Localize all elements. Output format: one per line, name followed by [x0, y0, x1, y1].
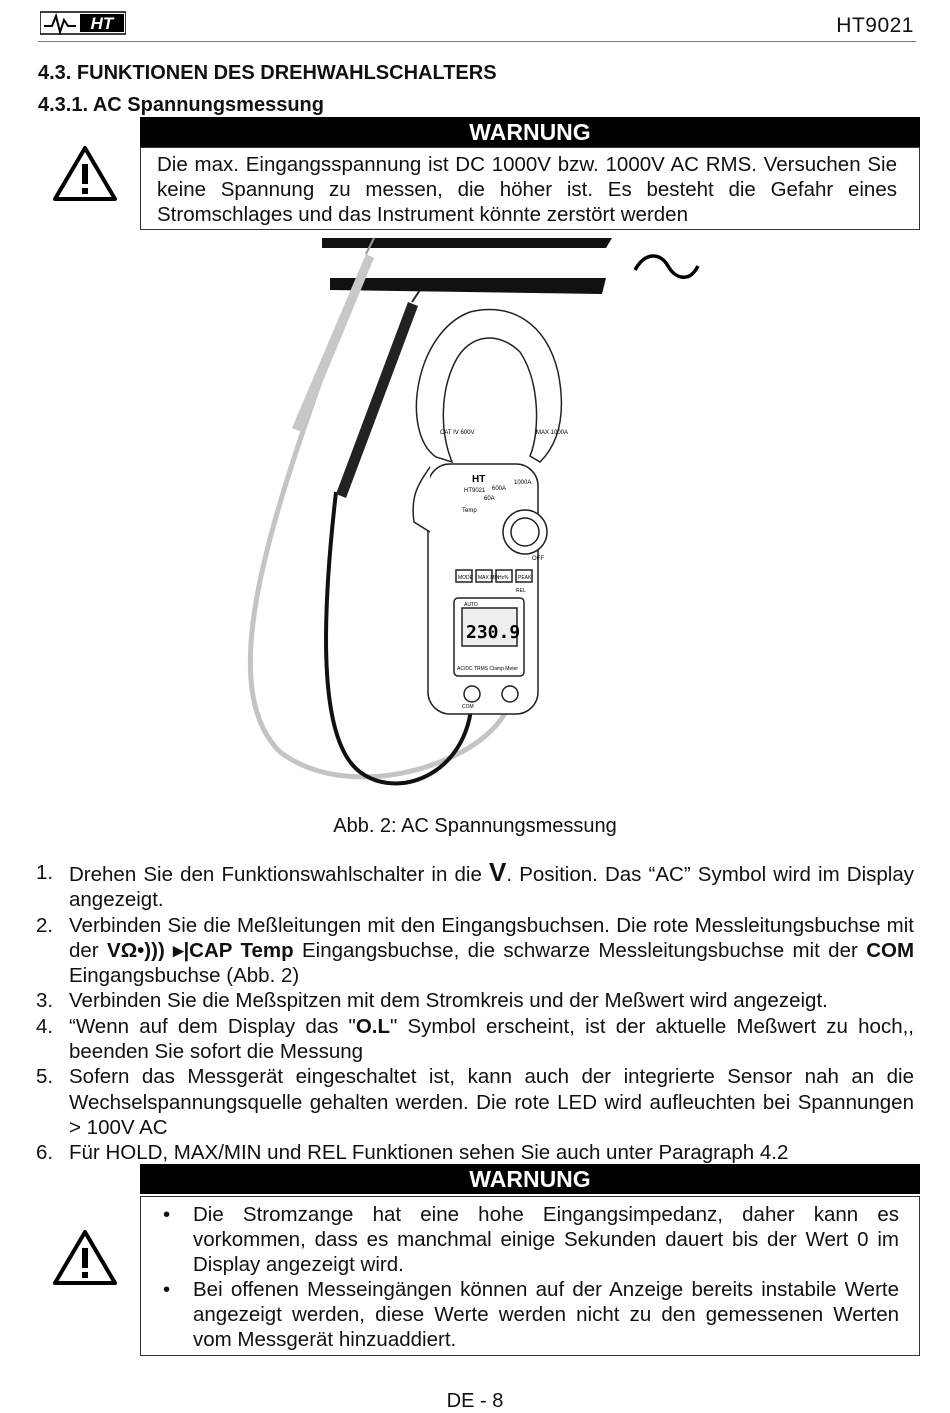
warning-triangle-icon: [52, 1228, 118, 1286]
warning-triangle-icon: [52, 144, 118, 202]
meter-brand: HT: [472, 474, 486, 485]
warning-bullets: [141, 1202, 899, 1352]
step-1: 1. Drehen Sie den Funktionswahlschalter in die V. Position. Das “AC” Symbol wird im Display angezeigt.: [36, 857, 914, 912]
max-label: MAX 1000A: [536, 430, 569, 436]
ht-logo: [40, 10, 126, 36]
warning-box-1: [140, 147, 920, 230]
range-600: 600A: [492, 486, 507, 492]
clamp-meter-figure: [240, 232, 720, 812]
range-60: 60A: [484, 496, 495, 502]
subsection-heading: 4.3.1. AC Spannungsmessung: [38, 94, 324, 116]
auto-label: AUTO: [464, 602, 478, 608]
section-heading: 4.3. FUNKTIONEN DES DREHWAHLSCHALTERS: [38, 62, 497, 84]
step-4: 4. “Wenn auf dem Display das "O.L" Symbol erscheint, ist der aktuelle Meßwert zu hoch,, beenden Sie sofort die Messung: [36, 1014, 914, 1064]
warning-bullet: • Bei offenen Messeingängen können auf der Anzeige bereits instabile Werte angezeigt werden, diese Werte werden nicht zu den gemessenen Werten vom Messgerät hinzuaddiert.: [163, 1278, 899, 1351]
conductor-bar-top: [322, 238, 612, 248]
model-name: HT9021: [836, 14, 914, 37]
meter-model: HT9021: [464, 488, 486, 494]
warning-text-1: Die max. Eingangsspannung ist DC 1000V bzw. 1000V AC RMS. Versuchen Sie keine Spannung zu messen, die höher ist. Es besteht die Gefahr eines Stromschlages und das Instrument könnte zerstört werden: [157, 153, 897, 226]
btn-hz: Hz%: [498, 575, 509, 581]
range-1000: 1000A: [514, 480, 532, 486]
product-label: AC/DC TRMS Clamp Meter: [457, 666, 519, 672]
v-tilde-symbol: V: [489, 857, 507, 887]
warning-title-1: WARNUNG: [140, 117, 920, 147]
btn-mode: MODE: [458, 575, 473, 581]
logo-text: HT: [90, 14, 114, 33]
step-2: 2. Verbinden Sie die Meßleitungen mit den Eingangsbuchsen. Die rote Messleitungsbuchse mit der VΩ•))) ▸|CAP Temp Eingangsbuchse, die schwarze Messleitungsbuchse mit der COM Eingangsbuchse (Abb. 2): [36, 913, 915, 988]
ac-wave-icon: [635, 256, 698, 277]
btn-maxmin: MAX MIN: [478, 575, 500, 581]
instruction-list: [36, 857, 915, 1166]
warning-box-2: [140, 1196, 920, 1356]
rel-label: REL: [516, 588, 526, 594]
page-number: DE - 8: [446, 1390, 504, 1412]
lcd-value: 230.9: [466, 622, 521, 643]
btn-peak: PEAK: [518, 575, 532, 581]
step-5: 5. Sofern das Messgerät eingeschaltet ist, kann auch der integrierte Sensor nah an die Wechselspannungsquelle gehalten werden. Die rote LED wird aufleuchten bei Spannungen > 100V AC: [36, 1065, 914, 1139]
off-label: OFF: [532, 556, 544, 562]
com-label: COM: [462, 704, 474, 710]
black-probe: [336, 302, 418, 498]
step-6: 6. Für HOLD, MAX/MIN und REL Funktionen sehen Sie auch unter Paragraph 4.2: [36, 1141, 789, 1165]
conductor-bar-bottom: [330, 278, 606, 294]
temp-label: Temp: [462, 508, 477, 514]
warning-bullet: • Die Stromzange hat eine hohe Eingangsimpedanz, daher kann es vorkommen, dass es manchmal einige Sekunden dauert bis der Wert 0 im Display angezeigt wird.: [163, 1203, 899, 1276]
cat-label: CAT IV 600V: [440, 430, 475, 436]
warning-title-2: WARNUNG: [140, 1164, 920, 1194]
figure-caption: Abb. 2: AC Spannungsmessung: [333, 815, 617, 837]
clamp-meter: [413, 310, 561, 715]
header-divider: [38, 41, 916, 42]
step-3: 3. Verbinden Sie die Meßspitzen mit dem Stromkreis und der Meßwert wird angezeigt.: [36, 989, 828, 1013]
